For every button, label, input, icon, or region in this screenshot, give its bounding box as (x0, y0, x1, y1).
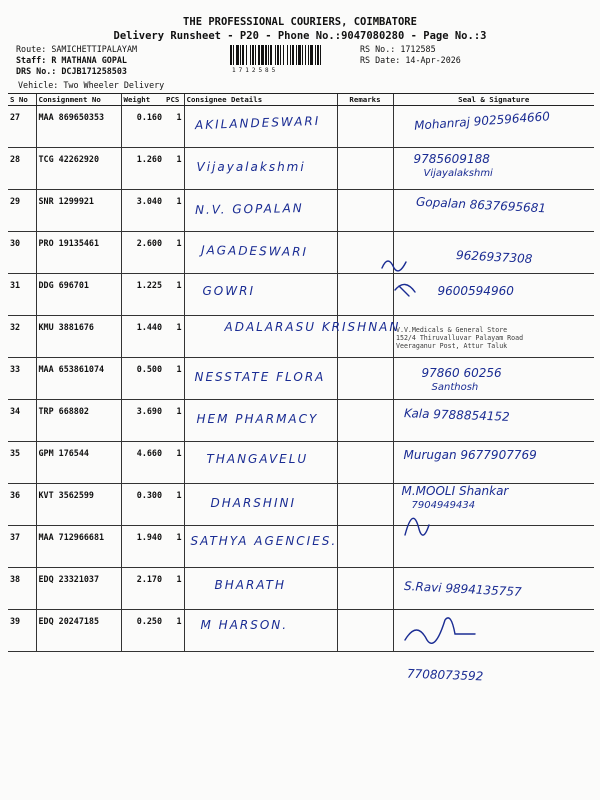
drs-label: DRS No.: (16, 66, 57, 76)
rs-date-label: RS Date: (360, 55, 401, 65)
cell-weight: 0.250 (121, 610, 164, 652)
barcode-bar (265, 45, 267, 65)
cell-consignee (184, 148, 337, 190)
barcode-bar (277, 45, 279, 65)
cell-weight: 0.300 (121, 484, 164, 526)
cell-sno: 39 (8, 610, 36, 652)
cell-sno: 36 (8, 484, 36, 526)
handwritten-consignee: THANGAVELU (206, 452, 309, 466)
cell-signature (393, 148, 594, 190)
cell-consignee (184, 274, 337, 316)
table-row (8, 526, 594, 568)
staff-value: R MATHANA GOPAL (51, 55, 127, 65)
cell-remarks (337, 274, 393, 316)
cell-remarks (337, 610, 393, 652)
cell-pcs: 1 (164, 610, 184, 652)
col-consignee: Consignee Details (184, 94, 337, 106)
cell-remarks (337, 106, 393, 148)
handwritten-signature: Gopalan 8637695681 (415, 194, 546, 216)
table-row (8, 484, 594, 526)
cell-consignee (184, 106, 337, 148)
rs-no-value: 1712585 (400, 44, 436, 54)
barcode-bar (315, 45, 316, 65)
handwritten-consignee: NESSTATE FLORA (194, 370, 326, 384)
route-label: Route: (16, 44, 47, 54)
handwritten-signature: 9785609188 (413, 152, 490, 166)
table-row (8, 274, 594, 316)
cell-weight: 1.940 (121, 526, 164, 568)
cell-remarks (337, 484, 393, 526)
handwritten-consignee: BHARATH (214, 578, 286, 592)
handwritten-signature-note: Santhosh (431, 382, 479, 393)
barcode-bar (242, 45, 244, 65)
medical-store-stamp (396, 326, 523, 350)
cell-consignment-no: KMU 3881676 (36, 316, 121, 358)
cell-weight: 0.500 (121, 358, 164, 400)
cell-signature (393, 232, 594, 274)
rs-info (360, 44, 461, 66)
table-row (8, 358, 594, 400)
cell-consignment-no: EDQ 23321037 (36, 568, 121, 610)
handwritten-consignee: GOWRI (202, 284, 255, 298)
barcode-bar (258, 45, 260, 65)
cell-consignee (184, 316, 401, 358)
runsheet-table (8, 93, 594, 652)
cell-consignee (184, 358, 337, 400)
cell-signature (393, 484, 594, 526)
col-signature: Seal & Signature (393, 94, 594, 106)
barcode-bar (283, 45, 284, 65)
cell-sno: 31 (8, 274, 36, 316)
barcode-bar (275, 45, 276, 65)
barcode-bar (308, 45, 309, 65)
handwritten-consignee: Vijayalakshmi (196, 160, 306, 174)
cell-consignee (184, 232, 337, 274)
barcode-bar (292, 45, 294, 65)
cell-sno: 35 (8, 442, 36, 484)
cell-signature (393, 358, 594, 400)
handwritten-signature: Mohanraj 9025964660 (413, 109, 550, 133)
barcode-bar (233, 45, 234, 65)
cell-consignment-no: GPM 176544 (36, 442, 121, 484)
cell-weight: 0.160 (121, 106, 164, 148)
table-row (8, 610, 594, 652)
table-row (8, 148, 594, 190)
cell-signature (393, 610, 594, 652)
cell-signature (393, 526, 594, 568)
cell-sno: 38 (8, 568, 36, 610)
cell-consignment-no: PRO 19135461 (36, 232, 121, 274)
barcode-bar (310, 45, 313, 65)
barcode-bar (255, 45, 256, 65)
barcode-bar (236, 45, 239, 65)
cell-pcs: 1 (164, 442, 184, 484)
barcode-bar (305, 45, 306, 65)
cell-pcs: 1 (164, 400, 184, 442)
table-header-row (8, 94, 594, 106)
cell-remarks (337, 358, 393, 400)
cell-consignee (184, 442, 337, 484)
handwritten-signature-note: 7904949434 (411, 500, 476, 511)
handwritten-consignee: ADALARASU KRISHNAN (224, 320, 401, 334)
cell-pcs: 1 (164, 484, 184, 526)
barcode-bar (252, 45, 254, 65)
barcode-bar (246, 45, 247, 65)
cell-consignment-no: TRP 668802 (36, 400, 121, 442)
cell-sno: 33 (8, 358, 36, 400)
cell-consignment-no: KVT 3562599 (36, 484, 121, 526)
cell-remarks (337, 232, 393, 274)
handwritten-signature-note: Vijayalakshmi (423, 168, 493, 179)
cell-consignee (184, 526, 337, 568)
table-row (8, 400, 594, 442)
runsheet-subtitle: Delivery Runsheet - P20 - Phone No.:9047080280 - Page No.:3 (113, 30, 487, 42)
cell-remarks (337, 568, 393, 610)
cell-consignee (184, 568, 337, 610)
barcode-number: 1712585 (232, 67, 279, 74)
barcode-bar (296, 45, 297, 65)
handwritten-consignee: SATHYA AGENCIES. (190, 534, 338, 548)
handwritten-signature: Murugan 9677907769 (403, 448, 537, 462)
cell-pcs: 1 (164, 232, 184, 274)
handwritten-signature: S.Ravi 9894135757 (403, 578, 522, 600)
handwritten-signature: 97860 60256 (421, 366, 502, 380)
cell-signature (393, 274, 594, 316)
barcode-bar (320, 45, 321, 65)
col-consignment: Consignment No (36, 94, 121, 106)
cell-pcs: 1 (164, 274, 184, 316)
cell-weight: 4.660 (121, 442, 164, 484)
col-remarks: Remarks (337, 94, 393, 106)
cell-weight: 3.040 (121, 190, 164, 232)
cell-pcs: 1 (164, 106, 184, 148)
stamp-line-1: V.V.Medicals & General Store (396, 326, 508, 334)
cell-remarks (337, 526, 393, 568)
stamp-line-2: 152/4 Thiruvalluvar Palayam Road (396, 334, 524, 342)
cell-weight: 1.440 (121, 316, 164, 358)
drs-value: DCJB171258503 (61, 66, 127, 76)
cell-remarks (337, 148, 393, 190)
col-sno: S No (8, 94, 36, 106)
cell-sno: 28 (8, 148, 36, 190)
col-weight: Weight (121, 94, 164, 106)
table-row (8, 232, 594, 274)
cell-consignee (184, 400, 337, 442)
handwritten-consignee: JAGADESWARI (200, 243, 308, 259)
rs-no-label: RS No.: (360, 44, 396, 54)
cell-pcs: 1 (164, 148, 184, 190)
cell-signature (393, 190, 594, 232)
handwritten-signature: 9626937308 (455, 248, 533, 266)
cell-consignee (184, 610, 337, 652)
cell-weight: 3.690 (121, 400, 164, 442)
cell-weight: 2.170 (121, 568, 164, 610)
barcode-bar (290, 45, 291, 65)
handwritten-consignee: AKILANDESWARI (194, 113, 320, 133)
cell-weight: 1.260 (121, 148, 164, 190)
table-row (8, 106, 594, 148)
cell-sno: 32 (8, 316, 36, 358)
cell-consignment-no: TCG 42262920 (36, 148, 121, 190)
cell-signature (393, 568, 594, 610)
cell-remarks (337, 442, 393, 484)
barcode-bar (317, 45, 319, 65)
col-pcs: PCS (164, 94, 184, 106)
barcode-bar (302, 45, 303, 65)
handwritten-consignee: DHARSHINI (210, 496, 297, 510)
stamp-line-3: Veeraganur Post, Attur Taluk (396, 342, 508, 350)
cell-consignment-no: MAA 712966681 (36, 526, 121, 568)
cell-signature (393, 106, 594, 148)
cell-remarks (337, 400, 393, 442)
barcode-bar (298, 45, 301, 65)
cell-consignment-no: SNR 1299921 (36, 190, 121, 232)
table-row (8, 442, 594, 484)
cell-consignment-no: EDQ 20247185 (36, 610, 121, 652)
barcode-bar (250, 45, 251, 65)
cell-sno: 37 (8, 526, 36, 568)
cell-pcs: 1 (164, 316, 184, 358)
cell-signature (393, 442, 594, 484)
handwritten-signature: 9600594960 (437, 284, 514, 298)
barcode-bar (287, 45, 288, 65)
cell-weight: 1.225 (121, 274, 164, 316)
barcode-bar (268, 45, 269, 65)
barcode-bar (230, 45, 232, 65)
cell-consignment-no: DDG 696701 (36, 274, 121, 316)
barcode-bar (280, 45, 281, 65)
cell-pcs: 1 (164, 568, 184, 610)
cell-sno: 30 (8, 232, 36, 274)
footer-phone-note: 7708073592 (406, 666, 484, 684)
barcode-bar (270, 45, 272, 65)
cell-pcs: 1 (164, 526, 184, 568)
route-value: SAMICHETTIPALAYAM (51, 44, 138, 54)
barcode-bar (240, 45, 241, 65)
cell-pcs: 1 (164, 190, 184, 232)
cell-sno: 27 (8, 106, 36, 148)
cell-weight: 2.600 (121, 232, 164, 274)
route-info (16, 44, 137, 77)
handwritten-signature: Kala 9788854152 (403, 406, 510, 424)
cell-consignment-no: MAA 869650353 (36, 106, 121, 148)
handwritten-consignee: N.V. GOPALAN (194, 201, 304, 217)
cell-sno: 29 (8, 190, 36, 232)
handwritten-consignee: HEM PHARMACY (196, 412, 319, 426)
table-row (8, 190, 594, 232)
cell-remarks (337, 190, 393, 232)
handwritten-consignee: M HARSON. (200, 618, 289, 632)
cell-consignee (184, 190, 337, 232)
handwritten-signature: M.MOOLI Shankar (401, 484, 509, 498)
cell-consignment-no: MAA 653861074 (36, 358, 121, 400)
cell-sno: 34 (8, 400, 36, 442)
staff-label: Staff: (16, 55, 47, 65)
rs-date-value: 14-Apr-2026 (405, 55, 461, 65)
table-row (8, 568, 594, 610)
cell-remarks (337, 316, 393, 358)
barcode-bar (261, 45, 264, 65)
cell-pcs: 1 (164, 358, 184, 400)
cell-signature (393, 400, 594, 442)
cell-consignee (184, 484, 337, 526)
vehicle-info: Vehicle: Two Wheeler Delivery (18, 80, 165, 90)
company-title: THE PROFESSIONAL COURIERS, COIMBATORE (183, 16, 417, 28)
